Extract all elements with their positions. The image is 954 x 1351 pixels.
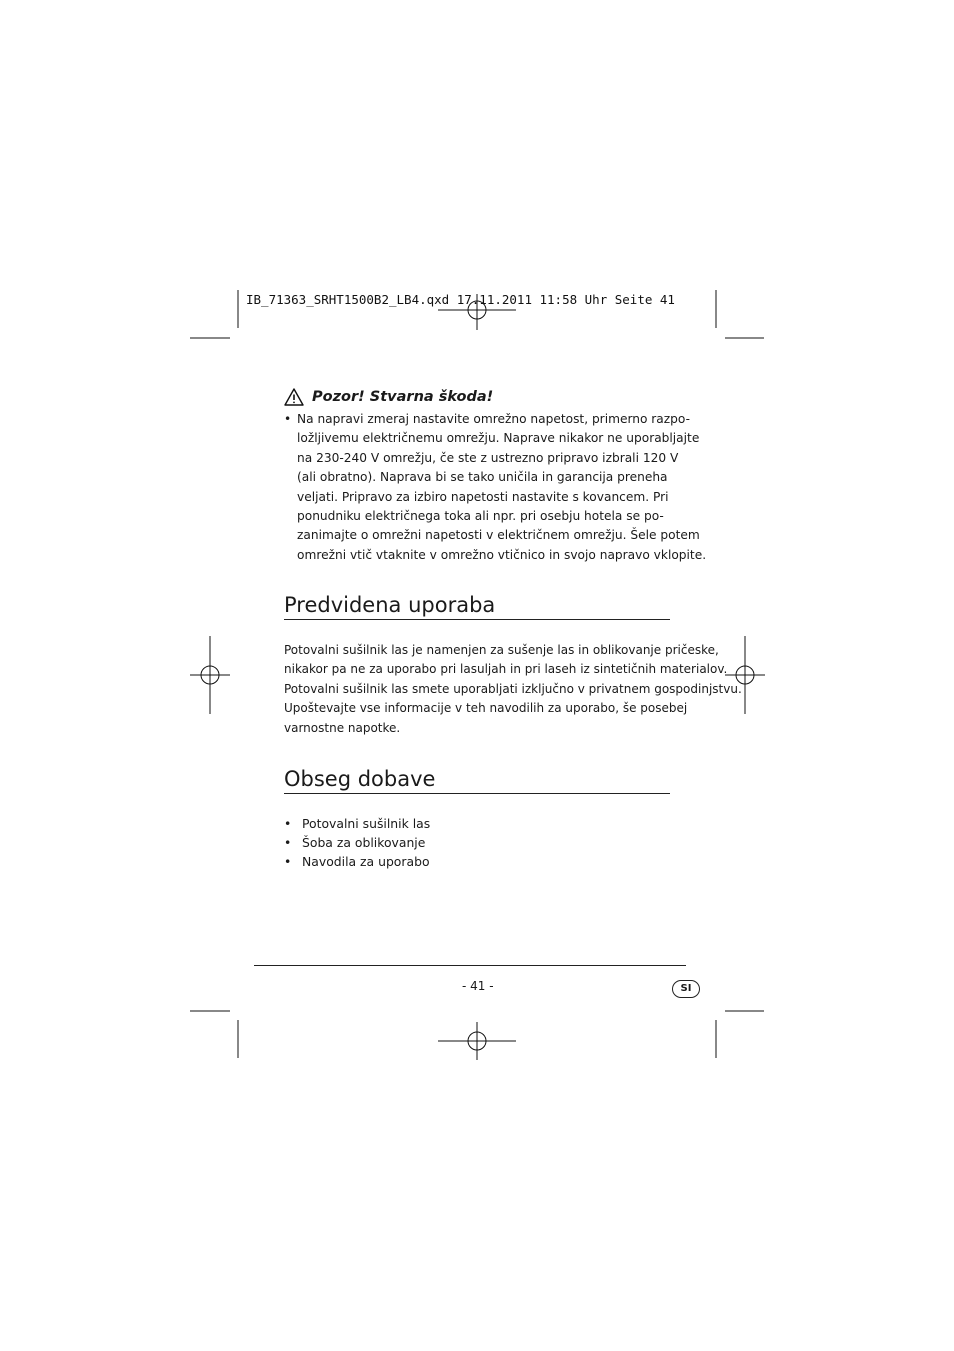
page-number: - 41 - bbox=[462, 979, 494, 993]
section-heading-intended-use: Predvidena uporaba bbox=[284, 593, 670, 620]
warning-heading bbox=[284, 388, 493, 406]
scope-of-delivery-list bbox=[284, 814, 430, 872]
list-item: • Šoba za oblikovanje bbox=[284, 833, 430, 852]
warning-text bbox=[284, 410, 707, 565]
bullet: • bbox=[284, 854, 292, 870]
warning-line: (ali obratno). Naprava bi se tako uničila in garancija preneha bbox=[297, 470, 668, 485]
registration-mark-right bbox=[725, 636, 765, 714]
registration-mark-top bbox=[438, 294, 516, 330]
footer-rule bbox=[254, 965, 686, 966]
paragraph-line: Potovalni sušilnik las smete uporabljati izključno v privatnem gospodinjstvu. bbox=[284, 681, 742, 696]
list-item: • Navodila za uporabo bbox=[284, 852, 430, 871]
warning-line: na 230-240 V omrežju, če ste z ustrezno pripravo izbrali 120 V bbox=[297, 450, 679, 465]
warning-title: Pozor! Stvarna škoda! bbox=[312, 389, 494, 405]
intended-use-paragraph bbox=[284, 641, 742, 738]
warning-line: zanimajte o omrežni napetosti v električnem omrežju. Šele potem bbox=[297, 528, 700, 543]
warning-line: ponudniku električnega toka ali npr. pri osebju hotela se po- bbox=[297, 509, 664, 524]
registration-mark-left bbox=[190, 636, 230, 714]
paragraph-line: nikakor pa ne za uporabo pri lasuljah in pri laseh iz sintetičnih materialov. bbox=[284, 662, 728, 677]
list-item: • Potovalni sušilnik las bbox=[284, 814, 430, 833]
warning-line: ložljivemu električnemu omrežju. Naprave nikakor ne uporabljajte bbox=[297, 431, 700, 446]
warning-triangle-icon bbox=[284, 388, 304, 406]
warning-line: omrežni vtič vtaknite v omrežno vtičnico in svojo napravo vklopite. bbox=[297, 547, 707, 562]
paragraph-line: varnostne napotke. bbox=[284, 720, 401, 735]
bullet: • bbox=[284, 412, 292, 426]
language-badge: SI bbox=[672, 980, 700, 998]
warning-line: • Na napravi zmeraj nastavite omrežno napetost, primerno razpo- bbox=[284, 410, 672, 429]
bullet: • bbox=[284, 835, 292, 851]
warning-line: veljati. Pripravo za izbiro napetosti nastavite s kovancem. Pri bbox=[297, 489, 669, 504]
print-slug-line: IB_71363_SRHT1500B2_LB4.qxd 17.11.2011 11:58 Uhr Seite 41 bbox=[246, 292, 675, 307]
paragraph-line: Upoštevajte vse informacije v teh navodilih za uporabo, še posebej bbox=[284, 701, 688, 716]
paragraph-line: Potovalni sušilnik las je namenjen za sušenje las in oblikovanje pričeske, bbox=[284, 643, 719, 657]
bullet: • bbox=[284, 816, 292, 831]
registration-mark-bottom bbox=[438, 1022, 516, 1060]
section-heading-scope-of-delivery: Obseg dobave bbox=[284, 767, 670, 794]
